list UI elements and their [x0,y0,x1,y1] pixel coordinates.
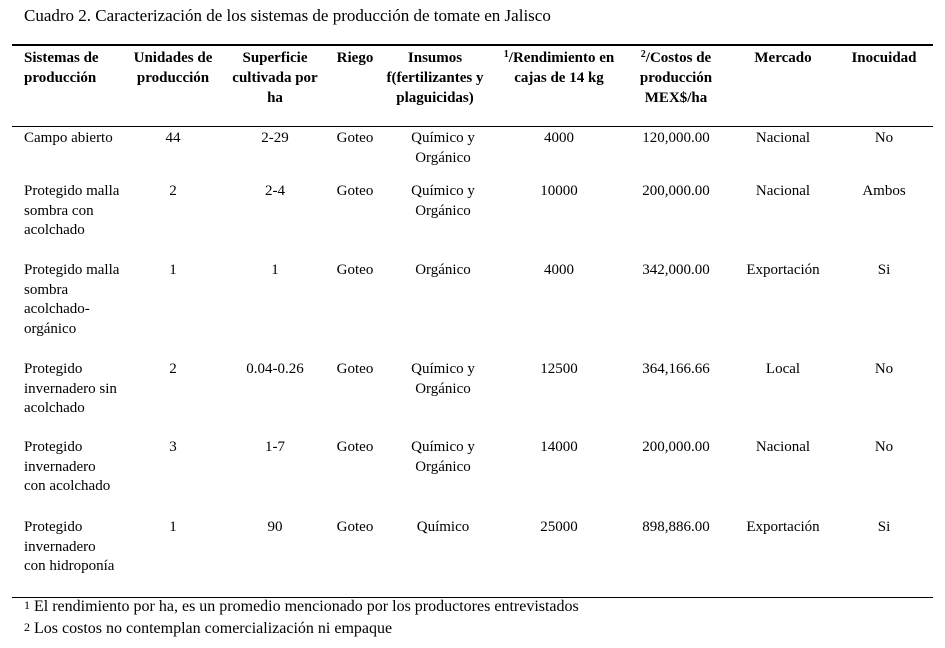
row-5-riego: Goteo [336,439,374,455]
header-sistemas: Sistemas de producción [24,50,99,86]
header-riego: Riego [336,50,374,66]
row-1-costos: 120,000.00 [642,130,710,146]
footnote-1-text: El rendimiento por ha, es un promedio mencionado por los productores entrevistados [34,598,579,615]
top-rule [12,44,933,46]
row-3-unidades: 1 [169,262,177,278]
row-4-mercado: Local [765,361,801,377]
row-3-mercado: Exportación [746,262,820,278]
row-2-inocuidad: Ambos [862,183,906,199]
row-2-sistema: Protegido malla sombra con acolchado [24,183,120,239]
row-3-riego: Goteo [336,262,374,278]
header-rendimiento-sup: 1 [503,49,509,60]
footnote-2 [24,620,392,638]
row-6-sistema: Protegido invernadero con hidroponía [24,519,115,575]
row-2-unidades: 2 [169,183,177,199]
row-2-insumos: Químico y Orgánico [411,183,475,219]
row-4-superficie: 0.04-0.26 [246,361,304,377]
header-unidades: Unidades de producción [133,50,213,86]
header-costos [626,48,726,108]
row-2-costos: 200,000.00 [642,183,710,199]
row-4-unidades: 2 [169,361,177,377]
row-6-riego: Goteo [336,519,374,535]
row-3-rendimiento: 4000 [544,262,574,278]
header-insumos: Insumos f(fertilizantes y plaguicidas) [386,50,484,106]
row-1-rendimiento: 4000 [544,130,574,146]
header-rule [12,126,933,127]
footnote-1 [24,598,579,616]
row-5-insumos: Químico y Orgánico [411,439,475,475]
row-1-riego: Goteo [336,130,374,146]
row-3-insumos: Orgánico [415,262,471,278]
row-5-sistema: Protegido invernadero con acolchado [24,439,111,495]
header-mercado: Mercado [754,50,812,66]
table-caption: Cuadro 2. Caracterización de los sistemas de producción de tomate en Jalisco [24,6,551,25]
row-5-rendimiento: 14000 [540,439,578,455]
row-1-sistema: Campo abierto [24,130,113,146]
row-4-costos: 364,166.66 [642,361,710,377]
row-2-riego: Goteo [336,183,374,199]
footnote-2-number: 2 [24,620,30,634]
header-costos-label: /Costos de producción MEX$/ha [639,50,713,106]
row-2-rendimiento: 10000 [540,183,578,199]
row-3-costos: 342,000.00 [642,262,710,278]
row-3-inocuidad: Si [877,262,891,278]
row-1-superficie: 2-29 [261,130,289,146]
row-6-superficie: 90 [267,519,283,535]
row-6-insumos: Químico [416,519,470,535]
row-4-riego: Goteo [336,361,374,377]
row-5-inocuidad: No [874,439,894,455]
row-1-mercado: Nacional [755,130,811,146]
row-2-superficie: 2-4 [265,183,285,199]
footnote-2-text: Los costos no contemplan comercialización ni empaque [34,620,393,637]
row-1-insumos: Químico y Orgánico [411,130,475,166]
row-3-sistema: Protegido malla sombra acolchado-orgánico [24,262,120,337]
row-1-unidades: 44 [165,130,181,146]
row-1-inocuidad: No [874,130,894,146]
header-superficie: Superficie cultivada por ha [232,50,318,106]
row-4-inocuidad: No [874,361,894,377]
header-rendimiento [500,48,618,88]
row-2-mercado: Nacional [755,183,811,199]
row-6-mercado: Exportación [746,519,820,535]
row-3-superficie: 1 [271,262,279,278]
row-5-costos: 200,000.00 [642,439,710,455]
row-5-mercado: Nacional [755,439,811,455]
row-6-unidades: 1 [169,519,177,535]
row-4-insumos: Químico y Orgánico [411,361,475,397]
row-6-costos: 898,886.00 [642,519,710,535]
row-6-rendimiento: 25000 [540,519,578,535]
header-rendimiento-label: /Rendimiento en cajas de 14 kg [508,50,615,86]
row-6-inocuidad: Si [877,519,891,535]
row-5-unidades: 3 [169,439,177,455]
row-4-rendimiento: 12500 [540,361,578,377]
header-costos-sup: 2 [640,49,646,60]
row-5-superficie: 1-7 [265,439,285,455]
header-inocuidad: Inocuidad [851,50,917,66]
row-4-sistema: Protegido invernadero sin acolchado [24,361,117,417]
footnote-1-number: 1 [24,598,30,612]
